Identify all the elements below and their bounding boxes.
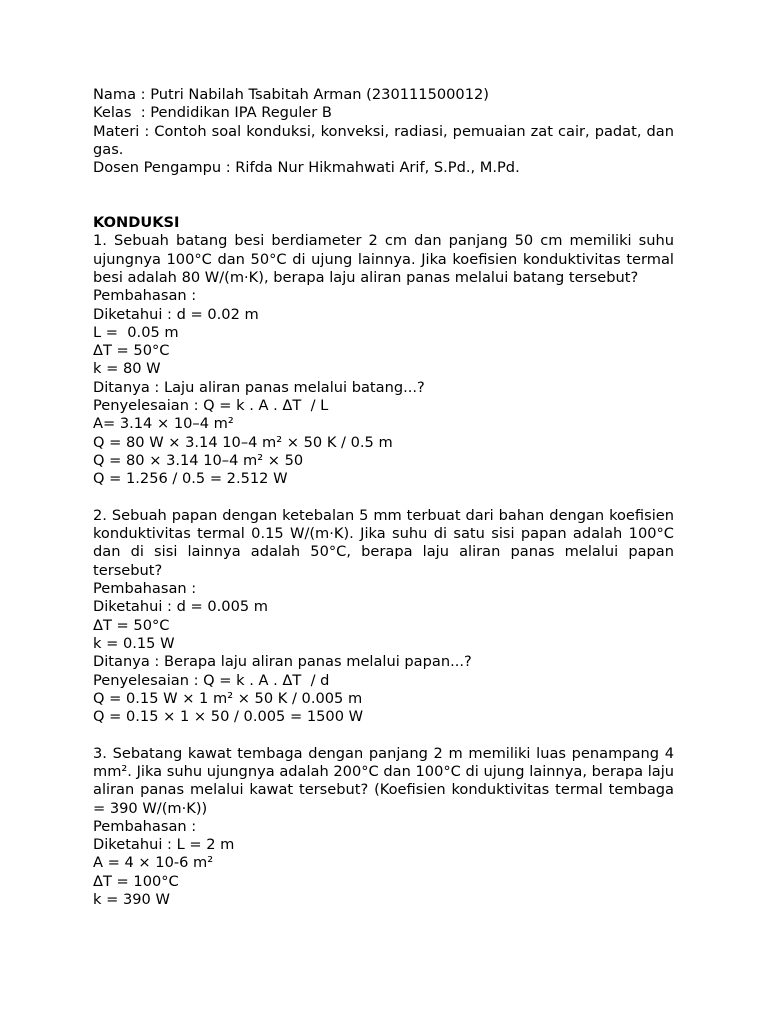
lecturer-name: Dosen Pengampu : Rifda Nur Hikmahwati Arif, S.Pd., M.Pd. (93, 159, 520, 177)
solution-line: Penyelesaian : Q = k . A . ΔT / L (93, 397, 329, 415)
solution-line: A= 3.14 × 10–4 m² (93, 415, 234, 433)
problem-1 (93, 232, 674, 488)
problem-2 (93, 507, 674, 727)
solution-line: Penyelesaian : Q = k . A . ΔT / d (93, 671, 330, 689)
spacer (93, 177, 674, 195)
solution-line: Diketahui : L = 2 m (93, 836, 235, 854)
document-page (93, 86, 674, 909)
problem-3 (93, 745, 674, 910)
solution-line: Ditanya : Berapa laju aliran panas melalui papan...? (93, 653, 472, 671)
problem-question: 1. Sebuah batang besi berdiameter 2 cm dan panjang 50 cm memiliki suhu ujungnya 100°C dan 50°C di ujung lainnya. Jika koefisien konduktivitas termal besi adalah 80 W/(m·K), berapa laju aliran panas melalui batang tersebut? (93, 232, 674, 286)
solution-line: Pembahasan : (93, 287, 197, 305)
problem-question: 3. Sebatang kawat tembaga dengan panjang 2 m memiliki luas penampang 4 mm². Jika suhu ujungnya adalah 200°C dan 100°C di ujung lainnya, berapa laju aliran panas melalui kawat tersebut? (Koefisien konduktivitas termal tembaga = 390 W/(m·K)) (93, 744, 674, 817)
solution-line: Q = 1.256 / 0.5 = 2.512 W (93, 470, 288, 488)
solution-line: Q = 80 × 3.14 10–4 m² × 50 (93, 451, 304, 469)
solution-line: Pembahasan : (93, 580, 197, 598)
spacer (93, 726, 674, 744)
class-name: Kelas : Pendidikan IPA Reguler B (93, 104, 332, 122)
problem-question: 2. Sebuah papan dengan ketebalan 5 mm terbuat dari bahan dengan koefisien konduktivitas termal 0.15 W/(m·K). Jika suhu di satu sisi papan adalah 100°C dan di sisi lainnya adalah 50°C, berapa laju aliran panas melalui papan tersebut? (93, 506, 674, 579)
solution-line: Pembahasan : (93, 817, 197, 835)
solution-line: A = 4 × 10-6 m² (93, 854, 214, 872)
solution-line: Q = 80 W × 3.14 10–4 m² × 50 K / 0.5 m (93, 433, 393, 451)
solution-line: Ditanya : Laju aliran panas melalui batang...? (93, 378, 425, 396)
solution-line: ΔT = 50°C (93, 616, 170, 634)
solution-line: ΔT = 50°C (93, 342, 170, 360)
material-topic: Materi : Contoh soal konduksi, konveksi, radiasi, pemuaian zat cair, padat, dan gas. (93, 122, 674, 158)
solution-line: k = 0.15 W (93, 634, 175, 652)
solution-line: Diketahui : d = 0.02 m (93, 305, 259, 323)
solution-line: ΔT = 100°C (93, 872, 179, 890)
solution-line: Q = 0.15 × 1 × 50 / 0.005 = 1500 W (93, 708, 364, 726)
solution-line: L = 0.05 m (93, 323, 179, 341)
solution-line: k = 80 W (93, 360, 161, 378)
section-title: KONDUKSI (93, 214, 180, 232)
student-name: Nama : Putri Nabilah Tsabitah Arman (230111500012) (93, 86, 489, 103)
solution-line: Q = 0.15 W × 1 m² × 50 K / 0.005 m (93, 689, 363, 707)
spacer (93, 489, 674, 507)
solution-line: k = 390 W (93, 891, 170, 909)
spacer (93, 196, 674, 214)
solution-line: Diketahui : d = 0.005 m (93, 598, 269, 616)
